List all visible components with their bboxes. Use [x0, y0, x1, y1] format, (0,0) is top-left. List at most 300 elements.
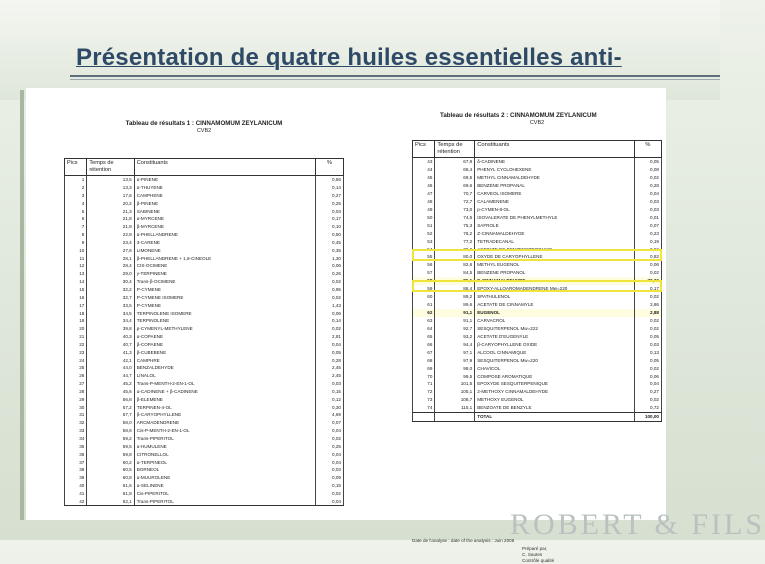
retention-time-cell: 13,5 — [87, 176, 134, 184]
peak-number-cell: 49 — [413, 206, 435, 214]
peak-number-cell: 18 — [65, 309, 87, 317]
table-row — [413, 309, 662, 317]
retention-time-cell: 32,7 — [87, 294, 134, 302]
constituent-cell: Trans-PIPERITOL — [134, 435, 315, 443]
table-row — [413, 198, 662, 206]
percent-cell: 0,02 — [316, 435, 344, 443]
constituent-cell: CHAVICOL — [475, 364, 634, 372]
percent-cell: 0,04 — [634, 190, 661, 198]
peak-number-cell: 37 — [65, 458, 87, 466]
percent-cell: 0,05 — [634, 158, 661, 166]
table-row — [413, 301, 662, 309]
peak-number-cell: 6 — [65, 215, 87, 223]
percent-cell: 0,28 — [634, 182, 661, 190]
peak-number-cell: 17 — [65, 302, 87, 310]
retention-time-cell: 75,3 — [435, 222, 475, 230]
percent-cell: 0,07 — [634, 222, 661, 230]
constituent-cell: PHENYL CYCLOHEXENE — [475, 166, 634, 174]
constituent-cell: LIMONENE — [134, 247, 315, 255]
retention-time-cell: 97,9 — [435, 356, 475, 364]
table-row — [413, 229, 662, 237]
percent-cell: 0,03 — [634, 206, 661, 214]
peak-number-cell: 33 — [65, 427, 87, 435]
peak-number-cell: 68 — [413, 356, 435, 364]
retention-time-cell: 23,4 — [87, 239, 134, 247]
highlight-eugenol — [412, 280, 662, 292]
constituent-cell: ACETATE DE BENZENEPROPANOL — [475, 245, 634, 253]
peak-number-cell: 36 — [65, 451, 87, 459]
peak-number-cell: 7 — [65, 223, 87, 231]
peak-number-cell: 54 — [413, 245, 435, 253]
peak-number-cell: 62 — [413, 309, 435, 317]
retention-time-cell: 80,0 — [435, 253, 475, 261]
slide-title: Présentation de quatre huiles essentielles anti- — [76, 44, 622, 71]
percent-cell: 0,02 — [634, 396, 661, 404]
table-row — [413, 404, 662, 412]
retention-time-cell: 56,8 — [87, 396, 134, 404]
percent-cell: 0,45 — [316, 239, 344, 247]
peak-number-cell: 57 — [413, 269, 435, 277]
column-header-peaks: Pics — [65, 159, 87, 176]
table-2-subheading: CVB2 — [529, 120, 545, 126]
peak-number-cell: 69 — [413, 364, 435, 372]
retention-time-cell: 21,8 — [87, 215, 134, 223]
percent-cell: 1,30 — [316, 254, 344, 262]
peak-number-cell: 47 — [413, 190, 435, 198]
percent-cell: 0,02 — [634, 293, 661, 301]
peak-number-cell: 48 — [413, 198, 435, 206]
table-row — [65, 349, 344, 357]
retention-time-cell: 94,4 — [435, 341, 475, 349]
retention-time-cell: 98,0 — [435, 364, 475, 372]
retention-time-cell: 59,2 — [87, 435, 134, 443]
table-row — [65, 380, 344, 388]
constituent-cell: β-CARYOPHYLLENE — [134, 411, 315, 419]
peak-number-cell: 8 — [65, 231, 87, 239]
retention-time-cell: 61,6 — [87, 482, 134, 490]
percent-cell: 0,04 — [316, 498, 344, 506]
peak-number-cell: 4 — [65, 200, 87, 208]
percent-cell: 0,02 — [634, 269, 661, 277]
retention-time-cell: 33,5 — [87, 302, 134, 310]
peak-number-cell: 3 — [65, 192, 87, 200]
peak-number-cell: 67 — [413, 349, 435, 357]
peak-number-cell: 10 — [65, 247, 87, 255]
constituent-cell: β-ELEMENE — [134, 396, 315, 404]
table-row — [65, 388, 344, 396]
retention-time-cell: 85,1 — [435, 277, 475, 285]
constituent-cell: Cis-PIPERITOL — [134, 490, 315, 498]
constituent-cell: OXYDE DE CARYOPHYLLENE — [475, 253, 634, 261]
peak-number-cell: 26 — [65, 372, 87, 380]
peak-number-cell: 1 — [65, 176, 87, 184]
retention-time-cell: 29,0 — [87, 270, 134, 278]
table-1-body — [65, 176, 344, 506]
retention-time-cell: 67,9 — [435, 158, 475, 166]
table-row — [65, 231, 344, 239]
constituent-cell: β-COPAENE — [134, 341, 315, 349]
constituent-cell: α-MYRCENE — [134, 215, 315, 223]
table-row — [65, 341, 344, 349]
peak-number-cell: 74 — [413, 404, 435, 412]
results-table-1 — [64, 158, 344, 506]
percent-cell: 2,45 — [316, 364, 344, 372]
table-row — [413, 341, 662, 349]
column-header-peaks: Pics — [413, 141, 435, 158]
constituent-cell: BENZENE PROPANAL — [475, 182, 634, 190]
percent-cell: 0,05 — [634, 356, 661, 364]
table-row — [65, 254, 344, 262]
percent-cell: 0,04 — [316, 451, 344, 459]
percent-cell: 0,27 — [316, 192, 344, 200]
table-row — [65, 200, 344, 208]
peak-number-cell: 71 — [413, 380, 435, 388]
retention-time-cell: 97,1 — [435, 349, 475, 357]
constituent-cell: α-TERPINEOL — [134, 458, 315, 466]
signature-prepared-by: Préparé par, — [522, 546, 548, 551]
percent-cell: 0,14 — [316, 184, 344, 192]
total-row — [413, 413, 662, 422]
percent-cell: 0,02 — [634, 364, 661, 372]
peak-number-cell: 59 — [413, 285, 435, 293]
peak-number-cell: 32 — [65, 419, 87, 427]
retention-time-cell: 89,2 — [435, 293, 475, 301]
retention-time-cell: 32,2 — [87, 286, 134, 294]
constituent-cell: α-PHELLANDRENE — [134, 231, 315, 239]
peak-number-cell: 29 — [65, 396, 87, 404]
retention-time-cell: 40,3 — [87, 333, 134, 341]
table-row — [65, 403, 344, 411]
constituent-cell: Trans-PIPERITOL — [134, 498, 315, 506]
table-row — [65, 435, 344, 443]
percent-cell: 0,95 — [316, 286, 344, 294]
retention-time-cell: 89,6 — [435, 301, 475, 309]
table-row — [413, 158, 662, 166]
table-row — [413, 190, 662, 198]
retention-time-cell: 20,2 — [87, 200, 134, 208]
table-row — [65, 443, 344, 451]
table-row — [65, 184, 344, 192]
table-row — [65, 396, 344, 404]
constituent-cell: BENZENE PROPANOL — [475, 269, 634, 277]
constituent-cell: EPOXYDE SESQUITERPENIQUE — [475, 380, 634, 388]
constituent-cell: ALCOOL CINNAMIQUE — [475, 349, 634, 357]
constituent-cell: α-CADINENE + β-CADINENE — [134, 388, 315, 396]
table-row — [413, 325, 662, 333]
percent-cell: 0,72 — [634, 404, 661, 412]
percent-cell: 0,06 — [634, 372, 661, 380]
retention-time-cell: 60,8 — [87, 474, 134, 482]
peak-number-cell: 53 — [413, 237, 435, 245]
percent-cell: 0,02 — [634, 325, 661, 333]
retention-time-cell: 70,7 — [435, 190, 475, 198]
peak-number-cell: 34 — [65, 435, 87, 443]
retention-time-cell: 91,1 — [435, 309, 475, 317]
retention-time-cell: 69,6 — [435, 182, 475, 190]
retention-time-cell: 101,5 — [435, 380, 475, 388]
percent-cell: 0,09 — [316, 474, 344, 482]
table-row — [65, 498, 344, 506]
table-row — [413, 174, 662, 182]
constituent-cell: E-CINNAMALDEHYDE — [475, 277, 634, 285]
peak-number-cell: 19 — [65, 317, 87, 325]
retention-time-cell: 60,2 — [87, 458, 134, 466]
retention-time-cell: 73,0 — [435, 206, 475, 214]
percent-cell: 0,04 — [634, 380, 661, 388]
table-row — [65, 278, 344, 286]
peak-number-cell: 63 — [413, 317, 435, 325]
constituent-cell: α-HUMULENE — [134, 443, 315, 451]
title-divider — [70, 75, 720, 77]
peak-number-cell: 66 — [413, 341, 435, 349]
constituent-cell: BENZALDEHYDE — [134, 364, 315, 372]
constituent-cell: P-CYMENE — [134, 302, 315, 310]
table-row — [65, 490, 344, 498]
constituent-cell: CITRONELLOL — [134, 451, 315, 459]
table-row — [65, 364, 344, 372]
percent-cell: 0,10 — [316, 223, 344, 231]
percent-cell: 2,81 — [316, 333, 344, 341]
peak-number-cell: 14 — [65, 278, 87, 286]
constituent-cell: METHYL CINNAMALDEHYDE — [475, 174, 634, 182]
constituent-cell: β-PHELLANDRENE + 1,8-CINEOLE — [134, 254, 315, 262]
retention-time-cell: 42,1 — [87, 356, 134, 364]
retention-time-cell: 59,5 — [87, 443, 134, 451]
retention-time-cell: 76,2 — [435, 229, 475, 237]
peak-number-cell: 51 — [413, 222, 435, 230]
retention-time-cell: 59,8 — [87, 451, 134, 459]
constituent-cell: p-CYMEN-8-OL — [475, 206, 634, 214]
retention-time-cell: 45,2 — [87, 380, 134, 388]
constituent-cell: 3-CARENE — [134, 239, 315, 247]
peak-number-cell: 28 — [65, 388, 87, 396]
table-row — [65, 466, 344, 474]
constituent-cell: ACETATE D'EUGENYLE — [475, 333, 634, 341]
constituent-cell: Trans-β-OCIMENE — [134, 278, 315, 286]
percent-cell: 1,43 — [316, 302, 344, 310]
peak-number-cell: 5 — [65, 207, 87, 215]
percent-cell: 0,26 — [316, 270, 344, 278]
retention-time-cell: 13,3 — [87, 184, 134, 192]
peak-number-cell: 20 — [65, 325, 87, 333]
table-row — [65, 317, 344, 325]
table-row — [413, 356, 662, 364]
percent-cell: 0,03 — [634, 341, 661, 349]
table-row — [413, 261, 662, 269]
peak-number-cell: 30 — [65, 403, 87, 411]
percent-cell: 0,13 — [634, 349, 661, 357]
peak-number-cell: 60 — [413, 293, 435, 301]
title-divider-thin — [70, 79, 720, 80]
retention-time-cell: 105,1 — [435, 388, 475, 396]
constituent-cell: δ-CADINENE — [475, 158, 634, 166]
table-row — [65, 372, 344, 380]
table-row — [65, 270, 344, 278]
column-header-constituents: Constituants — [134, 159, 315, 176]
table-row — [65, 302, 344, 310]
peak-number-cell: 2 — [65, 184, 87, 192]
percent-cell: 4,69 — [316, 411, 344, 419]
signature-quality-control: Contrôle qualité — [522, 558, 555, 563]
constituent-cell: ARCMADENDRENE — [134, 419, 315, 427]
percent-cell: 0,05 — [316, 349, 344, 357]
percent-cell: 2,45 — [316, 372, 344, 380]
percent-cell: 0,12 — [316, 396, 344, 404]
constituent-cell: β-MYRCENE — [134, 223, 315, 231]
peak-number-cell: 41 — [65, 490, 87, 498]
constituent-cell: SESQUITERPENOL Mw=222 — [475, 325, 634, 333]
table-1-subheading: CVB2 — [196, 128, 212, 134]
retention-time-cell: 68,4 — [435, 166, 475, 174]
peak-number-cell: 22 — [65, 341, 87, 349]
table-row — [65, 262, 344, 270]
retention-time-cell: 34,4 — [87, 317, 134, 325]
retention-time-cell: 21,9 — [87, 223, 134, 231]
peak-number-cell: 13 — [65, 270, 87, 278]
table-row — [65, 356, 344, 364]
table-row — [65, 333, 344, 341]
table-header-row — [413, 141, 662, 158]
retention-time-cell: 79,0 — [435, 245, 475, 253]
table-row — [65, 176, 344, 184]
percent-cell: 0,05 — [634, 333, 661, 341]
constituent-cell: P-CYMENE — [134, 286, 315, 294]
retention-time-cell: 21,3 — [87, 207, 134, 215]
table-row — [65, 451, 344, 459]
table-row — [413, 237, 662, 245]
percent-cell: 0,06 — [634, 261, 661, 269]
percent-cell: 0,56 — [316, 176, 344, 184]
retention-time-cell: 58,0 — [87, 419, 134, 427]
table-2-heading: Tableau de résultats 2 : CINNAMOMUM ZEYLANICUM — [440, 112, 597, 119]
analysis-date-note: Date de l'analyse : date of the analysis : Juin 2006 — [412, 538, 515, 543]
retention-time-cell: 45,6 — [87, 388, 134, 396]
peak-number-cell: 55 — [413, 253, 435, 261]
signature-name: C. Sautes — [522, 552, 543, 557]
peak-number-cell: 56 — [413, 261, 435, 269]
left-accent-bar — [20, 90, 24, 520]
retention-time-cell: 77,2 — [435, 237, 475, 245]
retention-time-cell: 61,9 — [87, 490, 134, 498]
percent-cell: 2,88 — [634, 309, 661, 317]
table-row — [413, 372, 662, 380]
table-row — [413, 380, 662, 388]
retention-time-cell: 40,7 — [87, 341, 134, 349]
percent-cell: 0,25 — [316, 200, 344, 208]
peak-number-cell: 52 — [413, 229, 435, 237]
results-table-1-document — [64, 88, 344, 506]
constituent-cell: SAFROLE — [475, 222, 634, 230]
percent-cell: 0,04 — [316, 427, 344, 435]
peak-number-cell: 35 — [65, 443, 87, 451]
table-row — [65, 247, 344, 255]
constituent-cell: METHOXY EUGENOL — [475, 396, 634, 404]
constituent-cell: METHYL EUGENOL — [475, 261, 634, 269]
constituent-cell: EPOXY-ALLOAROMADENDRENE Mw=220 — [475, 285, 634, 293]
retention-time-cell: 34,5 — [87, 309, 134, 317]
table-row — [413, 333, 662, 341]
retention-time-cell: 28,4 — [87, 262, 134, 270]
constituent-cell: ISOVALERATE DE PHENYLMETHYLE — [475, 214, 634, 222]
peak-number-cell: 42 — [65, 498, 87, 506]
constituent-cell: BENZOATE DE BENZYLE — [475, 404, 634, 412]
percent-cell: 0,02 — [634, 245, 661, 253]
retention-time-cell: 44,7 — [87, 372, 134, 380]
constituent-cell: α-MUUROLENE — [134, 474, 315, 482]
constituent-cell: EUGENOL — [475, 309, 634, 317]
total-value: 100,00 — [634, 413, 661, 422]
table-row — [65, 411, 344, 419]
constituent-cell: CAMPHRE — [134, 356, 315, 364]
peak-number-cell: 27 — [65, 380, 87, 388]
peak-number-cell: 40 — [65, 482, 87, 490]
peak-number-cell: 65 — [413, 333, 435, 341]
table-row — [65, 286, 344, 294]
highlight-cinnamaldehyde — [412, 249, 662, 261]
column-header-retention-time: Temps de rétention — [435, 141, 475, 158]
peak-number-cell: 58 — [413, 277, 435, 285]
table-row — [65, 239, 344, 247]
percent-cell: 0,19 — [634, 237, 661, 245]
percent-cell: 0,02 — [316, 325, 344, 333]
retention-time-cell: 72,7 — [435, 198, 475, 206]
constituent-cell: TERPINOLENE — [134, 317, 315, 325]
retention-time-cell: 74,5 — [435, 214, 475, 222]
peak-number-cell: 45 — [413, 174, 435, 182]
column-header-retention-time: Temps de rétention — [87, 159, 134, 176]
percent-cell: 0,07 — [316, 419, 344, 427]
constituent-cell: TERPINOLENE ISOMERE — [134, 309, 315, 317]
retention-time-cell: 58,6 — [87, 427, 134, 435]
peak-number-cell: 39 — [65, 474, 87, 482]
table-row — [65, 294, 344, 302]
constituent-cell: TERPINEN-4-OL — [134, 403, 315, 411]
percent-cell: 0,02 — [316, 294, 344, 302]
percent-cell: 0,03 — [634, 198, 661, 206]
percent-cell: 0,50 — [316, 231, 344, 239]
constituent-cell: ACETATE DE CINNAMYLE — [475, 301, 634, 309]
retention-time-cell: 115,1 — [435, 404, 475, 412]
retention-time-cell: 30,4 — [87, 278, 134, 286]
constituent-cell: β-CARYOPHYLLENE OXIDE — [475, 341, 634, 349]
peak-number-cell: 12 — [65, 262, 87, 270]
retention-time-cell: 99,5 — [435, 372, 475, 380]
peak-number-cell: 50 — [413, 214, 435, 222]
percent-cell: 0,15 — [316, 388, 344, 396]
percent-cell: 0,08 — [634, 166, 661, 174]
table-row — [65, 215, 344, 223]
percent-cell: 73,36 — [634, 277, 661, 285]
peak-number-cell: 11 — [65, 254, 87, 262]
retention-time-cell: 82,6 — [435, 261, 475, 269]
constituent-cell: CARVEOL ISOMERE — [475, 190, 634, 198]
constituent-cell: γ-TERPINENE — [134, 270, 315, 278]
constituent-cell: SESQUITERPENOL Mw=220 — [475, 356, 634, 364]
table-row — [413, 364, 662, 372]
total-spacer-cell — [435, 413, 475, 422]
retention-time-cell: 69,5 — [435, 174, 475, 182]
peak-number-cell: 46 — [413, 182, 435, 190]
table-row — [413, 222, 662, 230]
column-header-constituents: Constituants — [475, 141, 634, 158]
percent-cell: 0,01 — [634, 214, 661, 222]
retention-time-cell: 57,7 — [87, 411, 134, 419]
table-row — [413, 317, 662, 325]
retention-time-cell: 41,3 — [87, 349, 134, 357]
retention-time-cell: 28,1 — [87, 254, 134, 262]
peak-number-cell: 21 — [65, 333, 87, 341]
total-spacer-cell — [413, 413, 435, 422]
